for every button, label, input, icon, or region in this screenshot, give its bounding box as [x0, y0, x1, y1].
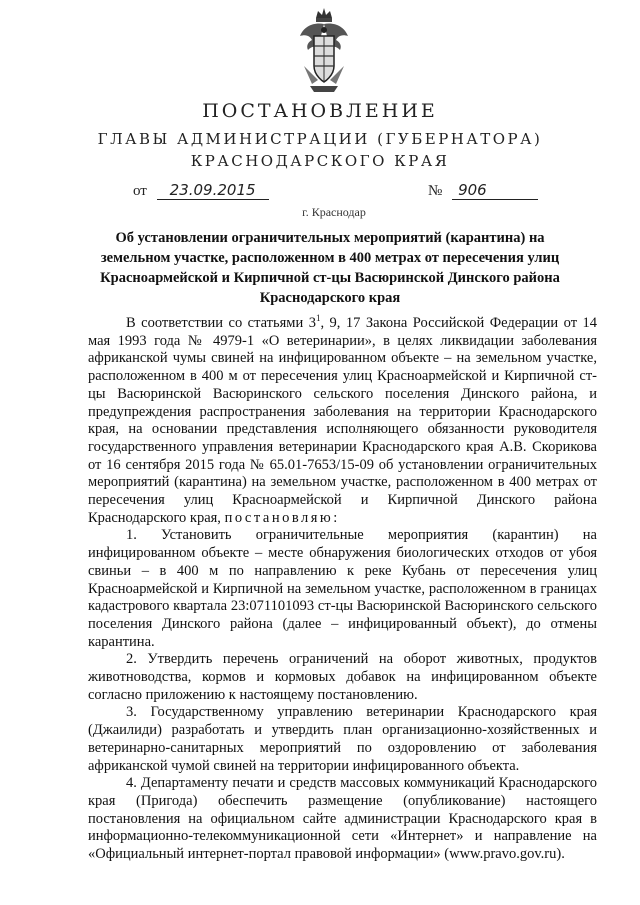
- clause-paragraph: 4. Департаменту печати и средств массовых коммуникаций Краснодарского края (Пригода) обеспечить размещение (опубликование) настоящего постановления на официальном сайте администрации Краснодарского края в информационно-телекоммуникационной сети «Интернет» и направление на «Официальный интернет-портал правовой информации» (www.pravo.gov.ru).: [88, 775, 597, 863]
- document-body: [88, 315, 597, 864]
- coat-of-arms-emblem: [298, 6, 350, 94]
- date-label: от: [133, 183, 147, 199]
- number-row: [428, 181, 538, 200]
- document-date: 23.09.2015: [157, 181, 269, 200]
- decree-word: постановляю:: [224, 509, 340, 526]
- number-label: №: [428, 183, 443, 199]
- date-row: [133, 181, 269, 200]
- region-heading: КРАСНОДАРСКОГО КРАЯ: [190, 152, 450, 170]
- preamble-text-start: В соответствии со статьями 3: [126, 315, 316, 331]
- clause-paragraph: 3. Государственному управлению ветеринарии Краснодарского края (Джаилиди) разработать и утвердить план организационно-хозяйственных и ветеринарно-санитарных мероприятий по оздоровлению от заболевания африканской чумой свиней на территории инфицированного объекта.: [88, 704, 597, 774]
- preamble-paragraph: [88, 315, 597, 527]
- article-superscript: 1: [315, 313, 321, 324]
- issuer-heading: ГЛАВЫ АДМИНИСТРАЦИИ (ГУБЕРНАТОРА): [97, 130, 543, 148]
- clause-paragraph: 2. Утвердить перечень ограничений на оборот животных, продуктов животноводства, кормов и кормовых добавок на инфицированном объекте согласно приложению к настоящему постановлению.: [88, 651, 597, 703]
- document-type-heading: ПОСТАНОВЛЕНИЕ: [202, 100, 438, 122]
- issue-city: г. Краснодар: [302, 205, 366, 219]
- clause-paragraph: 1. Установить ограничительные мероприятия (карантин) на инфицированном объекте – месте обнаружения биологических отходов от убоя свиньи – в 400 м по направлению к реке Кубань от пересечения улиц Красноармейской и Кирпичной на земельном участке, расположенном в границах кадастрового квартала 23:071101093 ст-цы Васюринской Васюринского сельского поселения Динского района (далее – инфицированный объект), до отмены карантина.: [88, 527, 597, 650]
- document-number: 906: [452, 181, 538, 200]
- preamble-text: , 9, 17 Закона Российской Федерации от 14 мая 1993 года № 4979-1 «О ветеринарии», в целях ликвидации заболевания африканской чумы свиней на инфицированном объекте – на земельном участке, расположенном в 400 м от пересечения улиц Красноармейской и Кирпичной ст-цы Васюринской Васюринского сельского поселения Динского района, и предупреждения распространения заболевания на территории Краснодарского края, на основании представления исполняющего обязанности руководителя государственного управления ветеринарии Краснодарского края А.В. Скорикова от 16 сентября 2015 года № 65.01-7653/15-09 об установлении ограничительных мероприятий (карантина) на земельном участке, расположенном в 400 метрах от пересечения улиц Красноармейской и Кирпичной Динского района Краснодарского края,: [88, 315, 597, 526]
- document-title: Об установлении ограничительных мероприятий (карантина) на земельном участке, расположенном в 400 метрах от пересечения улиц Красноармейской и Кирпичной ст-цы Васюринской Динского района Краснодарского края: [100, 230, 560, 306]
